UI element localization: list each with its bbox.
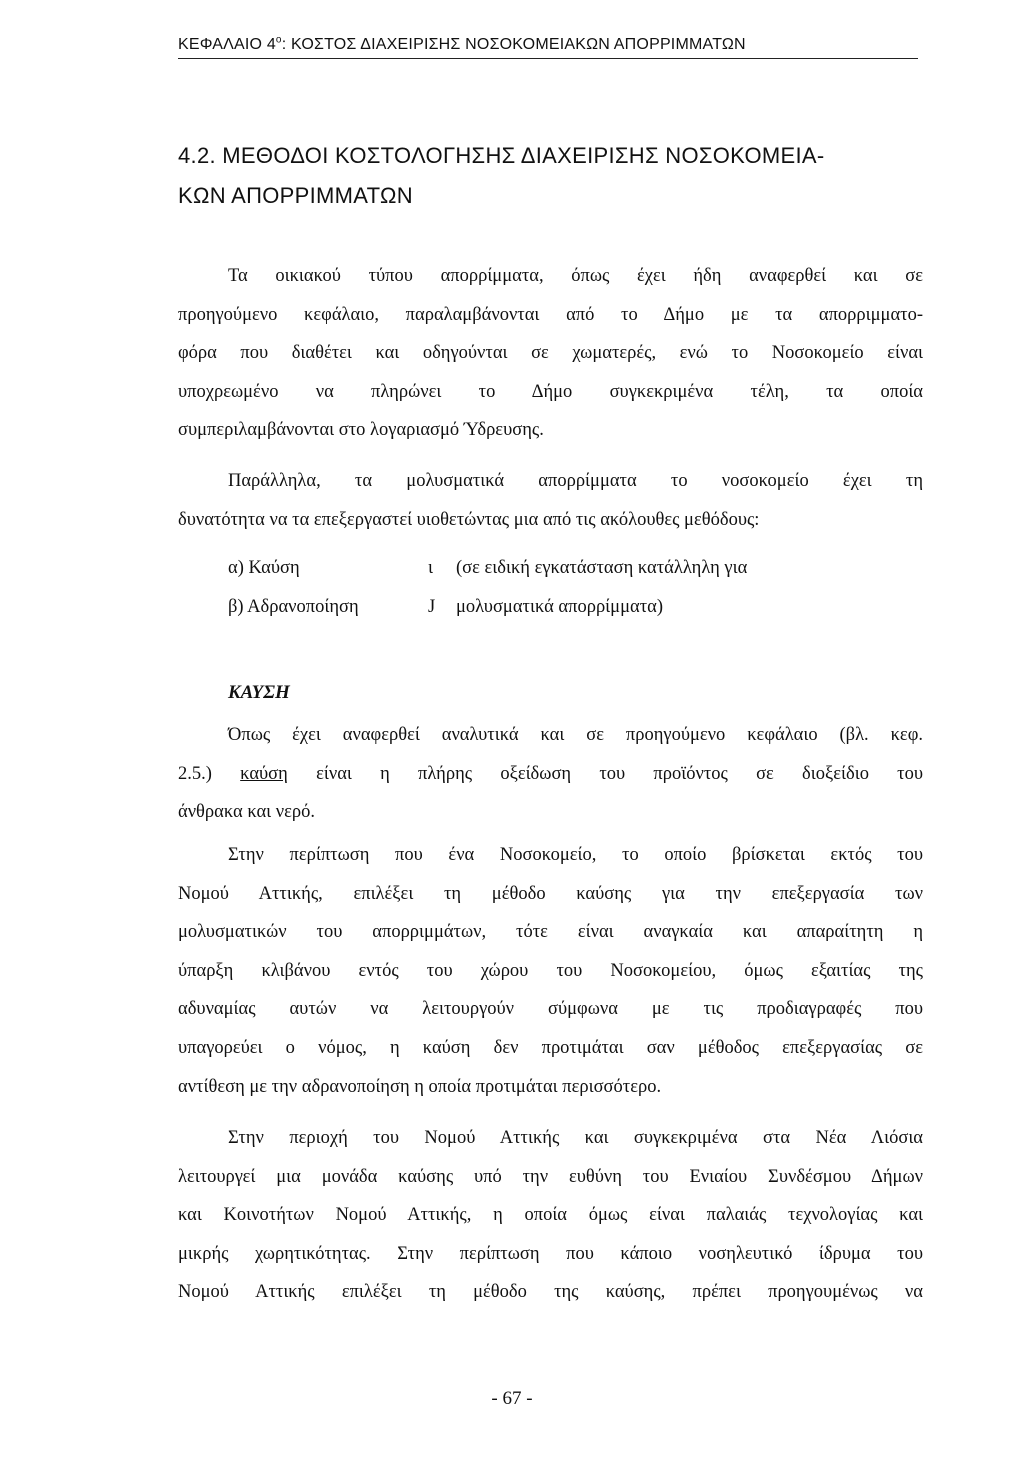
paragraph-household-waste [178, 257, 923, 450]
paragraph-line: συμπεριλαμβάνονται στο λογαριασμό Ύδρευσης. [178, 420, 544, 441]
section-title-line-2: ΚΩΝ ΑΠΟΡΡΙΜΜΑΤΩΝ [178, 183, 413, 208]
paragraph-infectious-waste [178, 462, 923, 539]
method-note: (σε ειδική εγκατάσταση κατάλληλη για [456, 558, 748, 578]
method-note: μολυσματικά απορρίμματα) [456, 597, 663, 617]
paragraph-line: αντίθεση με την αδρανοποίηση η οποία προτιμάται περισσότερο. [178, 1076, 662, 1097]
paragraph-line: υποχρεωμένο να πληρώνει το Δήμο συγκεκριμένα τέλη, τα οποία [178, 381, 923, 402]
running-header [178, 36, 918, 59]
method-label: α) Καύση [228, 558, 300, 578]
paragraph-line: υπαγορεύει ο νόμος, η καύση δεν προτιμάται σαν μέθοδος επεξεργασίας σε [178, 1037, 923, 1058]
section-reference: 2.5.) [178, 763, 212, 784]
subsection-heading: ΚΑΥΣΗ [228, 682, 290, 703]
method-label: β) Αδρανοποίηση [228, 597, 359, 617]
paragraph-line: Νομού Αττικής επιλέξει τη μέθοδο της καύσης, πρέπει προηγουμένως να [178, 1282, 923, 1303]
paragraph-line: αδυναμίας αυτών να λειτουργούν σύμφωνα με τις προδιαγραφές που [178, 999, 923, 1020]
section-title [178, 136, 938, 216]
running-header-superscript: ο [275, 34, 282, 46]
paragraph-line: μικρής χωρητικότητας. Στην περίπτωση που κάποιο νοσηλευτικό ίδρυμα του [178, 1243, 923, 1264]
paragraph-line: δυνατότητα να τα επεξεργαστεί υιοθετώντας μια από τις ακόλουθες μεθόδους: [178, 509, 760, 530]
paragraph-line: Νομού Αττικής, επιλέξει τη μέθοδο καύσης για την επεξεργασία των [178, 883, 923, 904]
page-number: - 67 - [491, 1388, 533, 1409]
brace-mark: ι [428, 558, 433, 578]
paragraph-line: και Κοινοτήτων Νομού Αττικής, η οποία όμως είναι παλαιάς τεχνολογίας και [178, 1205, 923, 1226]
section-title-line-1: 4.2. ΜΕΘΟΔΟΙ ΚΟΣΤΟΛΟΓΗΣΗΣ ΔΙΑΧΕΙΡΙΣΗΣ ΝΟΣΟΚΟΜΕΙΑ- [178, 143, 825, 168]
paragraph-line: Όπως έχει αναφερθεί αναλυτικά και σε προηγούμενο κεφάλαιο (βλ. κεφ. [228, 725, 923, 745]
paragraph-incineration-definition [178, 716, 923, 832]
paragraph-line: Παράλληλα, τα μολυσματικά απορρίμματα το νοσοκομείο έχει τη [228, 471, 923, 491]
paragraph-attica-incineration-unit [178, 1119, 923, 1312]
method-item [228, 558, 747, 579]
paragraph-line [178, 755, 923, 794]
paragraph-line: φόρα που διαθέτει και οδηγούνται σε χωματερές, ενώ το Νοσοκομείο είναι [178, 343, 923, 364]
definition-text: είναι η πλήρης οξείδωση του προϊόντος σε διοξείδιο του [316, 763, 924, 784]
paragraph-line: μολυσματικών του απορριμμάτων, τότε είναι αναγκαία και απαραίτητη η [178, 922, 923, 943]
method-item [228, 597, 663, 618]
paragraph-line: Στην περιοχή του Νομού Αττικής και συγκεκριμένα στα Νέα Λιόσια [228, 1128, 923, 1148]
paragraph-line: ύπαρξη κλιβάνου εντός του χώρου του Νοσοκομείου, όμως εξαιτίας της [178, 960, 923, 981]
key-term: καύση [240, 763, 288, 784]
paragraph-line: Τα οικιακού τύπου απορρίμματα, όπως έχει ήδη αναφερθεί και σε [228, 266, 923, 286]
paragraph-line: άνθρακα και νερό. [178, 802, 316, 823]
paragraph-line: λειτουργεί μια μονάδα καύσης υπό την ευθύνη του Ενιαίου Συνδέσμου Δήμων [178, 1166, 923, 1187]
paragraph-line: προηγούμενο κεφάλαιο, παραλαμβάνονται από το Δήμο με τα απορριμματο- [178, 304, 923, 325]
paragraph-incineration-outside-attica [178, 836, 923, 1106]
running-header-rest: : ΚΟΣΤΟΣ ΔΙΑΧΕΙΡΙΣΗΣ ΝΟΣΟΚΟΜΕΙΑΚΩΝ ΑΠΟΡΡΙΜΜΑΤΩΝ [281, 36, 746, 53]
running-header-prefix: ΚΕΦΑΛΑΙΟ 4 [178, 36, 276, 53]
brace-mark: J [428, 597, 436, 617]
paragraph-line: Στην περίπτωση που ένα Νοσοκομείο, το οποίο βρίσκεται εκτός του [228, 845, 923, 865]
